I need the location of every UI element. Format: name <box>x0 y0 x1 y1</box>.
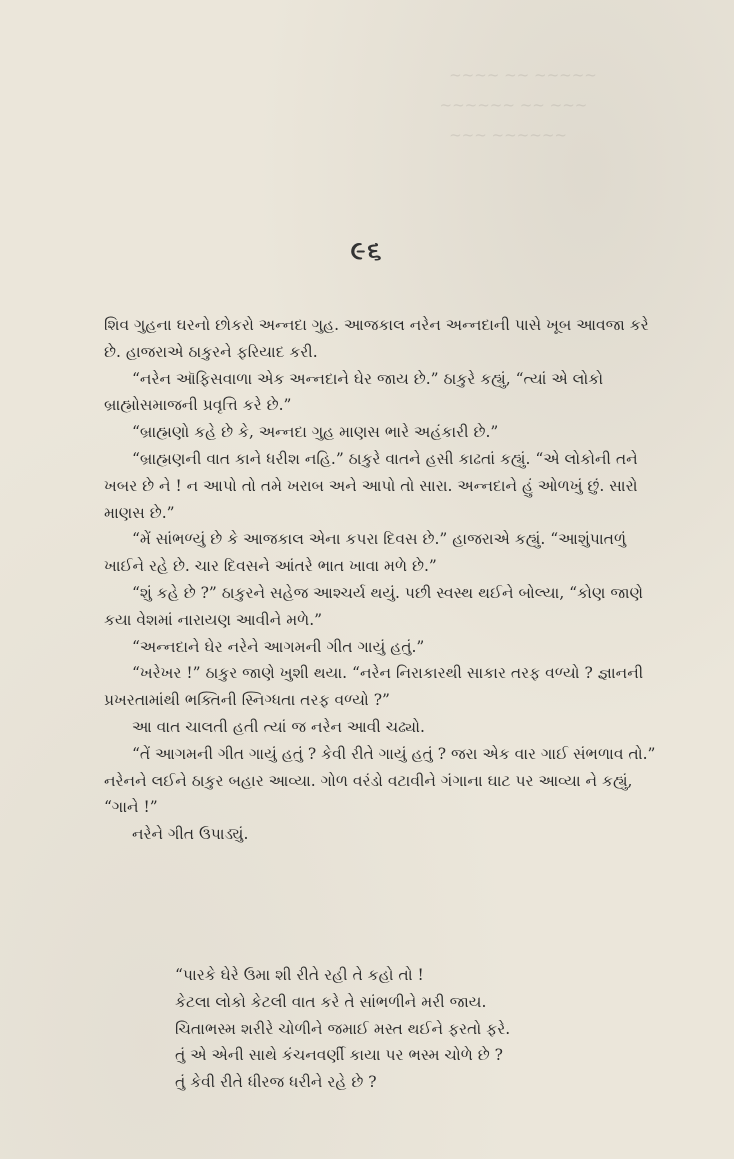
paragraph: નરેને ગીત ઉપાડ્યું. <box>132 825 249 844</box>
paragraph: “અન્નદાને ઘેર નરેને આગમની ગીત ગાયું હતું.” <box>132 637 425 656</box>
paragraph: શિવ ગુહના ઘરનો છોકરો અન્નદા ગુહ. આજકાલ નરેન અન્નદાની પાસે ખૂબ આવજા કરે છે. હાજરાએ ઠાકુરને ફરિયાદ કરી. <box>104 316 649 361</box>
paragraph: “તેં આગમની ગીત ગાયું હતું ? કેવી રીતે ગાયું હતું ? જરા એક વાર ગાઈ સંભળાવ તો.” નરેનને લઈને ઠાકુર બહાર આવ્યા. ગોળ વરંડો વટાવીને ગંગાના ઘાટ પર આવ્યા ને કહ્યું, “ગાને !” <box>104 744 656 817</box>
paragraph: “નરેન ઑફિસવાળા એક અન્નદાને ઘેર જાય છે.” ઠાકુરે કહ્યું, “ત્યાં એ લોકો બ્રાહ્મોસમાજની પ્રવૃત્તિ કરે છે.” <box>104 369 604 415</box>
paragraph: “ખરેખર !” ઠાકુર જાણે ખુશી થયા. “નરેન નિરાકારથી સાકાર તરફ વળ્યો ? જ્ઞાનની પ્રખરતામાંથી ભક્તિની સ્નિગ્ધતા તરફ વળ્યો ?” <box>104 664 644 710</box>
verse-line: “પારકે ઘેરે ઉમા શી રીતે રહી તે કહો તો ! <box>175 966 424 984</box>
verse-line: તું એ એની સાથે કંચનવર્ણી કાયા પર ભસ્મ ચોળે છે ? <box>175 1046 503 1065</box>
verse-line: કેટલા લોકો કેટલી વાત કરે તે સાંભળીને મરી જાય. <box>175 992 487 1011</box>
paragraph: “મેં સાંભળ્યું છે કે આજકાલ એના કપરા દિવસ છે.” હાજરાએ કહ્યું. “આશુંપાતળું ખાઈને રહે છે. ચાર દિવસને આંતરે ભાત ખાવા મળે છે.” <box>104 530 627 576</box>
paragraph: “શું કહે છે ?” ઠાકુરને સહેજ આશ્ચર્ય થયું. પછી સ્વસ્થ થઈને બોલ્યા, “કોણ જાણે કયા વેશમાં નારાયણ આવીને મળે.” <box>104 583 644 629</box>
verse-line: તું કેવી રીતે ધીરજ ધરીને રહે છે ? <box>175 1073 377 1092</box>
paragraph: આ વાત ચાલતી હતી ત્યાં જ નરેન આવી ચઢ્યો. <box>132 717 425 736</box>
paragraph: “બ્રાહ્મણો કહે છે કે, અન્નદા ગુહ માણસ ભારે અહંકારી છે.” <box>132 423 499 442</box>
show-through-text: ~~~~ ~~ ~~~~~ ~~~~~~ ~~ ~~~ ~~~ ~~~~~~ <box>430 66 597 144</box>
paragraph: “બ્રાહ્મણની વાત કાને ધરીશ નહિ.” ઠાકુરે વાતને હસી કાઢતાં કહ્યું. “એ લોકોની તને ખબર છે ને ! ન આપો તો તમે ખરાબ અને આપો તો સારા. અન્નદાને હું ઓળખું છું. સારો માણસ છે.” <box>104 449 638 522</box>
verse-line: ચિતાભસ્મ શરીરે ચોળીને જમાઈ મસ્ત થઈને ફરતો ફરે. <box>175 1019 511 1038</box>
song-verse <box>175 962 675 1096</box>
chapter-number: ૯૬ <box>350 236 384 265</box>
body-text <box>104 312 664 848</box>
